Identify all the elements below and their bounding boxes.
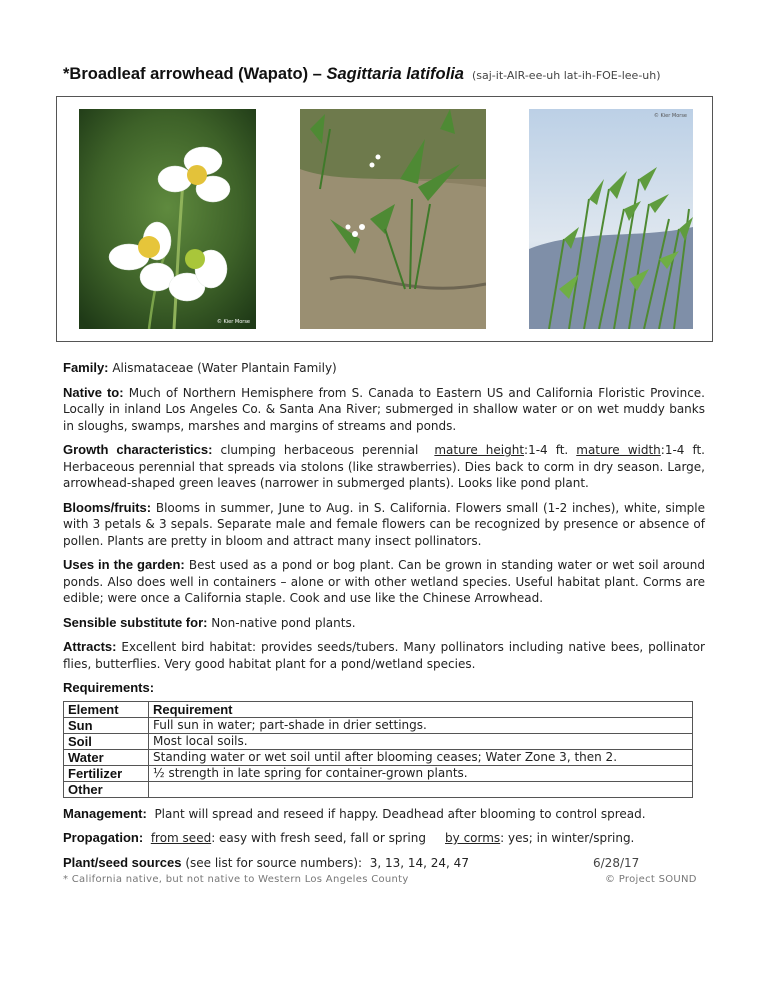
requirements-label: Requirements: — [63, 680, 155, 695]
blooms-label: Blooms/fruits: — [63, 499, 152, 515]
sources-label: Plant/seed sources — [63, 854, 182, 870]
substitute-label: Sensible substitute for: — [63, 614, 208, 630]
table-row — [64, 765, 693, 781]
uses-section — [63, 557, 705, 607]
attracts-label: Attracts: — [63, 639, 117, 654]
table-header: Requirement — [149, 701, 693, 717]
corm-label: by corms — [445, 831, 501, 845]
management-section — [63, 806, 705, 823]
mature-height-label: mature height — [434, 443, 525, 457]
element-cell: Sun — [64, 717, 149, 733]
family-label: Family: — [63, 360, 109, 375]
sources-note: (see list for source numbers): — [185, 855, 363, 870]
propagation-label: Propagation: — [63, 830, 144, 845]
native-label: Native to: — [63, 384, 124, 400]
growth-text: Herbaceous perennial that spreads via stolons (like strawberries). Dies back to corm in dry season. Large, arrowhead-shaped green leaves (narrower in submerged plants). Looks like pond plant. — [63, 459, 705, 490]
family-note: (Water Plantain Family) — [197, 361, 337, 375]
photo-flowers — [79, 109, 256, 329]
sources-numbers: 3, 13, 14, 24, 47 — [369, 855, 469, 870]
photo-credit: © Kier Morse — [653, 113, 687, 119]
native-footnote: * California native, but not native to Western Los Angeles County — [63, 873, 409, 885]
family-value: Alismataceae — [112, 361, 194, 375]
revision-date: 6/28/17 — [593, 855, 640, 870]
attracts-text: Excellent bird habitat: provides seeds/tubers. Many pollinators including native bees, pollinator flies, butterflies. Very good habitat plant for a pond/wetland species. — [63, 640, 705, 671]
table-header-row — [64, 701, 693, 717]
element-cell: Fertilizer — [64, 765, 149, 781]
element-cell: Water — [64, 749, 149, 765]
substitute-text: Non-native pond plants. — [211, 615, 356, 630]
requirement-cell: Standing water or wet soil until after blooming ceases; Water Zone 3, then 2. — [149, 749, 693, 765]
table-row — [64, 717, 693, 733]
sources-section — [63, 855, 705, 872]
seed-label: from seed — [150, 831, 212, 845]
corm-text: : yes; in winter/spring. — [500, 831, 635, 845]
propagation-section — [63, 830, 705, 847]
page-title-row — [63, 64, 713, 84]
blooms-section — [63, 500, 705, 550]
requirement-cell: Most local soils. — [149, 733, 693, 749]
element-cell: Other — [64, 781, 149, 797]
attracts-section — [63, 639, 705, 672]
uses-text: Best used as a pond or bog plant. Can be grown in standing water or wet soil around ponds. Also does well in containers – alone or with other wetland species. Useful habitat plant. Corms are edible; were once a California staple. Cook and use like the Chinese Arrowhead. — [63, 558, 706, 605]
copyright: © Project SOUND — [605, 873, 697, 885]
uses-label: Uses in the garden: — [63, 557, 185, 572]
table-row — [64, 733, 693, 749]
table-header: Element — [64, 701, 149, 717]
element-cell: Soil — [64, 733, 149, 749]
growth-label: Growth characteristics: — [63, 442, 213, 457]
photo-muddy-bank — [300, 109, 486, 329]
management-label: Management: — [63, 805, 147, 821]
pronunciation: (saj-it-AIR-ee-uh lat-ih-FOE-lee-uh) — [471, 69, 661, 82]
photo-credit: © Kier Morse — [216, 319, 250, 325]
mature-height-value: :1-4 ft. — [524, 443, 569, 457]
requirement-cell: ½ strength in late spring for container-grown plants. — [149, 765, 693, 781]
native-text: Much of Northern Hemisphere from S. Canada to Eastern US and California Floristic Province. Locally in inland Los Angeles Co. & Santa Ana River; submerged in shallow water or on wet muddy banks in sloughs, swamps, marshes and margins of streams and ponds. — [63, 385, 705, 433]
mature-width-value: :1-4 ft. — [660, 443, 705, 457]
blooms-text: Blooms in summer, June to Aug. in S. California. Flowers small (1-2 inches), white, simple with 3 petals & 3 sepals. Separate male and female flowers can be recognized by presence or absence of pollen. Plants are pretty in bloom and attract many insect pollinators. — [63, 500, 705, 548]
native-section — [63, 385, 705, 435]
table-row — [64, 781, 693, 797]
requirement-cell: Full sun in water; part-shade in drier settings. — [149, 717, 693, 733]
page-title: *Broadleaf arrowhead (Wapato) – Sagittaria latifolia — [63, 65, 464, 83]
management-text: Plant will spread and reseed if happy. Deadhead after blooming to control spread. — [154, 806, 646, 821]
page-footer — [63, 872, 705, 886]
photo-in-water — [529, 109, 693, 329]
seed-text: : easy with fresh seed, fall or spring — [211, 831, 426, 845]
mature-width-label: mature width — [576, 443, 661, 457]
photo-gallery — [56, 96, 713, 342]
growth-section — [63, 442, 705, 492]
table-row — [64, 749, 693, 765]
growth-habit: clumping herbaceous perennial — [220, 443, 419, 457]
requirements-table — [63, 701, 693, 798]
scientific-name: Sagittaria latifolia — [326, 65, 464, 83]
requirement-cell — [149, 781, 693, 797]
substitute-section — [63, 615, 705, 632]
family-section — [63, 360, 705, 377]
plant-description — [63, 360, 705, 886]
